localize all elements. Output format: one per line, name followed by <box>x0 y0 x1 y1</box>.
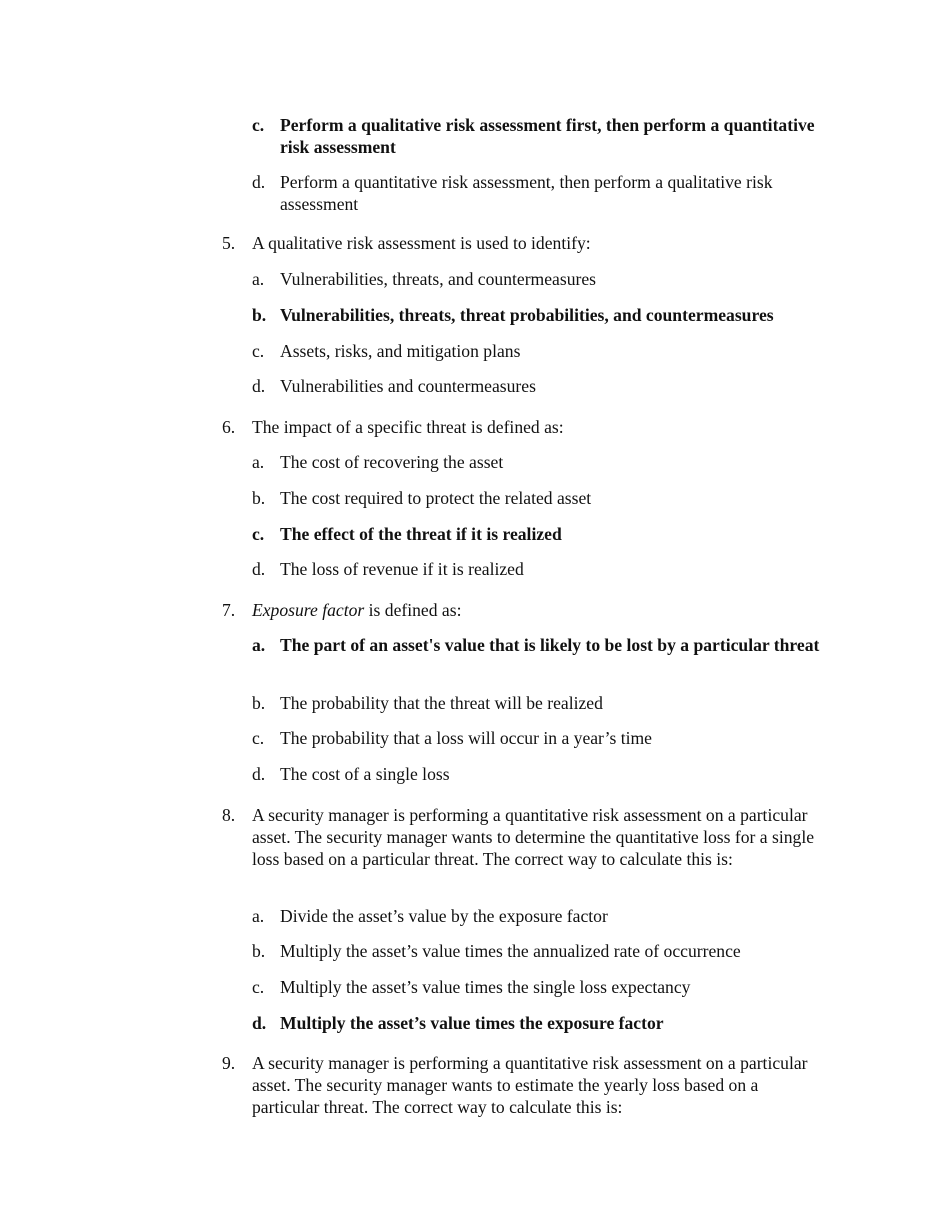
q7-option-d-text: The cost of a single loss <box>280 764 450 784</box>
q6-option-b-text: The cost required to protect the related asset <box>280 488 592 508</box>
q5-option-c-letter: c. <box>252 341 265 361</box>
q6-option-c-text: The effect of the threat if it is realized <box>280 524 562 544</box>
q5-option-a-text: Vulnerabilities, threats, and countermeasures <box>280 269 597 289</box>
q8-stem-text: A security manager is performing a quantitative risk assessment on a particular asset. The security manager wants to determine the quantitative loss for a single loss based on a particular threat. The correct way to calculate this is: <box>252 805 815 869</box>
q4-option-c-letter: c. <box>252 115 265 135</box>
q4-option-d-letter: d. <box>252 172 266 192</box>
q4-option-d-text: Perform a quantitative risk assessment, then perform a qualitative risk assessment <box>280 172 773 214</box>
q7-option-c-text: The probability that a loss will occur in a year’s time <box>280 728 652 748</box>
q7-option-d-letter: d. <box>252 764 266 784</box>
q8-option-c-letter: c. <box>252 977 265 997</box>
q7-stem-term: Exposure factor <box>252 600 365 620</box>
q7-option-b-letter: b. <box>252 693 266 713</box>
q7-stem-text <box>252 599 817 621</box>
q7-stem-rest: is defined as: <box>364 600 462 620</box>
q9-number: 9. <box>222 1053 236 1073</box>
q6-option-a-text: The cost of recovering the asset <box>280 452 504 472</box>
q7-option-a-text: The part of an asset's value that is likely to be lost by a particular threat <box>280 635 820 655</box>
q4-option-c-text: Perform a qualitative risk assessment first, then perform a quantitative risk assessment <box>280 115 815 157</box>
q5-option-b-text: Vulnerabilities, threats, threat probabilities, and countermeasures <box>280 305 774 325</box>
q6-number: 6. <box>222 417 236 437</box>
q8-option-b-letter: b. <box>252 941 266 961</box>
q6-stem-text: The impact of a specific threat is defined as: <box>252 417 564 437</box>
q7-option-b-text: The probability that the threat will be realized <box>280 693 603 713</box>
q5-option-d-letter: d. <box>252 376 266 396</box>
q8-option-d-text: Multiply the asset’s value times the exposure factor <box>280 1013 664 1033</box>
q6-option-d-text: The loss of revenue if it is realized <box>280 559 524 579</box>
q8-option-a-text: Divide the asset’s value by the exposure factor <box>280 906 608 926</box>
q8-option-a-letter: a. <box>252 906 265 926</box>
q7-option-c-letter: c. <box>252 728 265 748</box>
q6-option-a-letter: a. <box>252 452 265 472</box>
q5-option-b-letter: b. <box>252 305 267 325</box>
q8-option-d-letter: d. <box>252 1013 267 1033</box>
q6-option-c-letter: c. <box>252 524 265 544</box>
q8-number: 8. <box>222 805 236 825</box>
q5-option-d-text: Vulnerabilities and countermeasures <box>280 376 536 396</box>
q5-stem-text: A qualitative risk assessment is used to identify: <box>252 233 591 253</box>
q8-option-b-text: Multiply the asset’s value times the annualized rate of occurrence <box>280 941 741 961</box>
q5-option-c-text: Assets, risks, and mitigation plans <box>280 341 521 361</box>
q6-option-b-letter: b. <box>252 488 266 508</box>
q7-option-a-letter: a. <box>252 635 266 655</box>
q7-number: 7. <box>222 600 236 620</box>
q5-option-a-letter: a. <box>252 269 265 289</box>
q5-number: 5. <box>222 233 236 253</box>
q9-stem-text: A security manager is performing a quantitative risk assessment on a particular asset. The security manager wants to estimate the yearly loss based on a particular threat. The correct way to calculate this is: <box>252 1053 808 1117</box>
q6-option-d-letter: d. <box>252 559 266 579</box>
q8-option-c-text: Multiply the asset’s value times the single loss expectancy <box>280 977 691 997</box>
